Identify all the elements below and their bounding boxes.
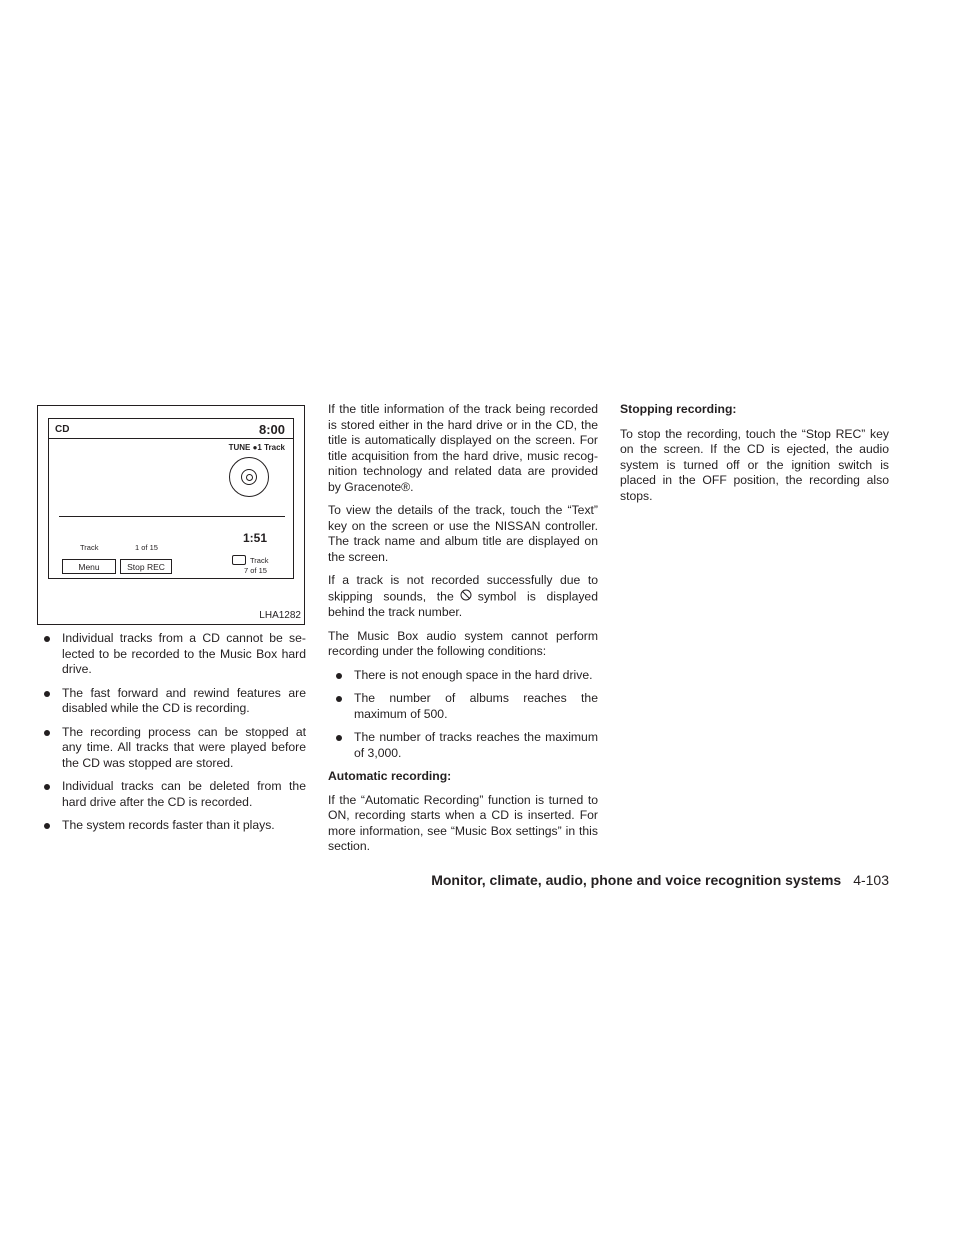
screen-tune-track: TUNE ●1 Track [228, 443, 285, 452]
screen-track-count: 1 of 15 [135, 543, 158, 552]
screen-header-divider [49, 438, 293, 439]
paragraph: If the “Automatic Recording” function is turned to ON, recording starts when a CD is inserted. For more information, see “Music Box settings” in this section. [328, 792, 598, 853]
list-item: Individual tracks from a CD cannot be se-lected to be recorded to the Music Box hard drive. [38, 631, 306, 678]
figure-cd-recording-screen [37, 405, 305, 625]
stop-rec-button[interactable]: Stop REC [120, 559, 172, 574]
paragraph: The Music Box audio system cannot perform recording under the following conditions: [328, 628, 598, 658]
column-3 [620, 402, 889, 512]
section-heading: Automatic recording: [328, 769, 452, 783]
list-item: The number of albums reaches the maximum of 500. [328, 691, 598, 722]
skip-symbol-icon [460, 589, 472, 606]
screen-progress-line [59, 516, 285, 517]
figure-code: LHA1282 [259, 610, 301, 621]
page-footer [431, 872, 889, 888]
paragraph: If a track is not recorded successfully due to skipping sounds, the symbol is displayed behind the track number. [328, 573, 598, 619]
track-indicator-icon [232, 555, 246, 565]
screen-elapsed-time: 1:51 [242, 531, 267, 545]
section-heading: Stopping recording: [620, 402, 737, 416]
bullet-list-2 [328, 668, 598, 762]
column-2 [328, 402, 598, 863]
page-number: 4-103 [853, 872, 889, 888]
list-item: The number of tracks reaches the maximum of 3,000. [328, 730, 598, 761]
paragraph: To view the details of the track, touch the “Text” key on the screen or use the NISSAN controller. The track name and album title are displayed on the screen. [328, 503, 598, 564]
screen-source-label: CD [55, 424, 70, 435]
display-screen [48, 418, 294, 579]
column-1 [38, 631, 306, 842]
bullet-list-1 [38, 631, 306, 834]
menu-button[interactable]: Menu [62, 559, 116, 574]
list-item: The recording process can be stopped at any time. All tracks that were played before the CD was stopped are stored. [38, 725, 306, 772]
screen-clock: 8:00 [258, 422, 285, 437]
paragraph: If the title information of the track being recorded is stored either in the hard drive or in the CD, the title is automatically displayed on the screen. For title acquisition from the hard drive, music recog-nition technology and related data are provided by Gracenote®. [328, 402, 598, 494]
cd-disc-icon [229, 457, 269, 497]
list-item: There is not enough space in the hard drive. [328, 668, 598, 684]
list-item: Individual tracks can be deleted from the hard drive after the CD is recorded. [38, 779, 306, 810]
list-item: The system records faster than it plays. [38, 818, 306, 834]
screen-track-label: Track [80, 543, 99, 552]
paragraph: To stop the recording, touch the “Stop REC” key on the screen. If the CD is ejected, the audio system is turned off or the ignition switch is placed in the OFF position, the recording also stops. [620, 426, 889, 503]
footer-section-title: Monitor, climate, audio, phone and voice recognition systems [431, 872, 842, 888]
screen-track-count-2: 7 of 15 [244, 566, 267, 575]
list-item: The fast forward and rewind features are disabled while the CD is recording. [38, 686, 306, 717]
screen-track-label-2: Track [250, 556, 269, 565]
